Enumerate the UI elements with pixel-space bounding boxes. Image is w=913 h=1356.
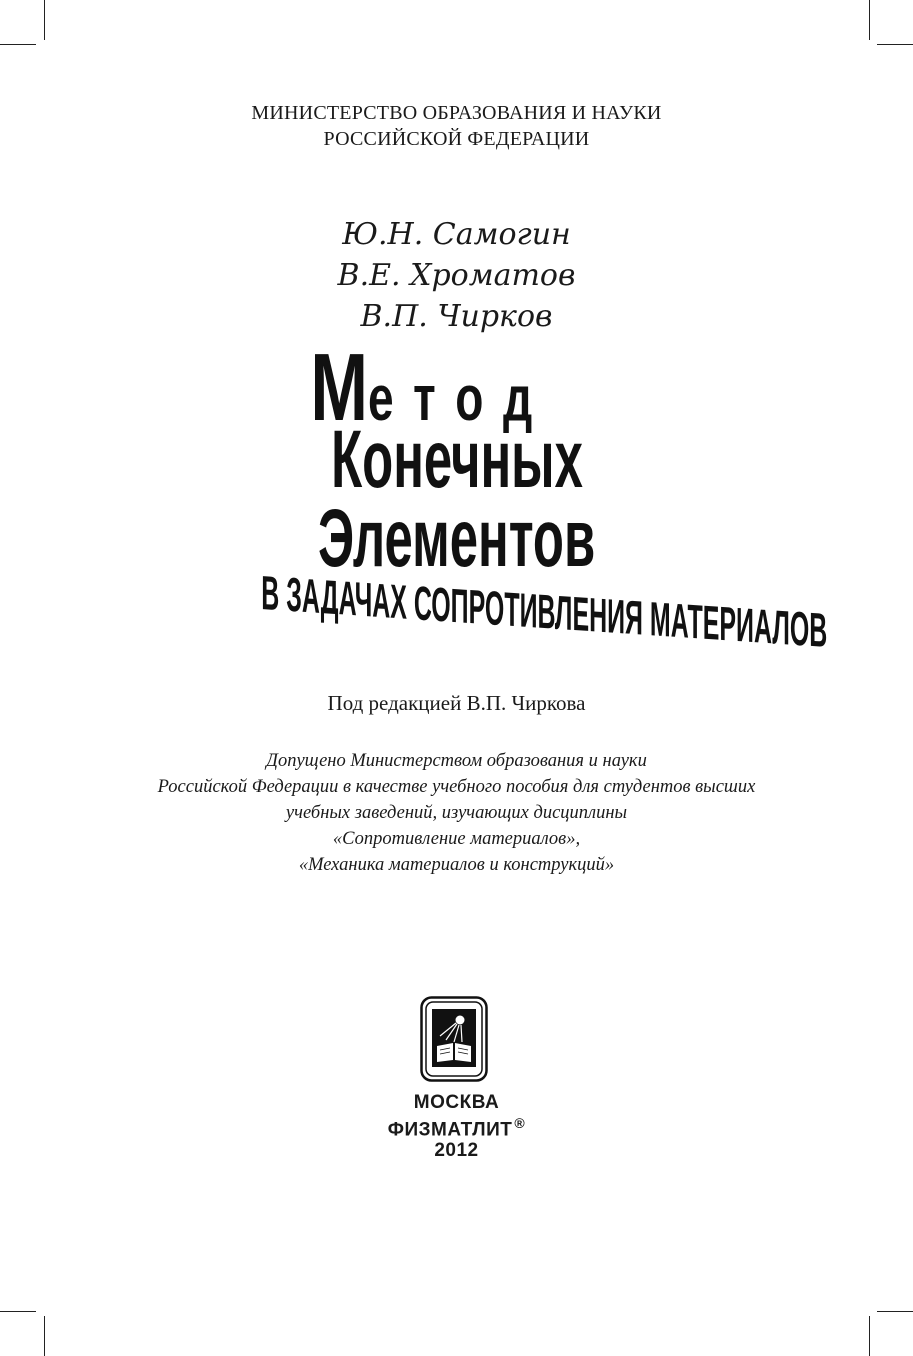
approval-line: учебных заведений, изучающих дисциплины xyxy=(285,803,628,823)
approval-statement xyxy=(0,748,913,878)
crop-mark-bottom-left-horizontal xyxy=(0,1311,36,1312)
title-line-2 xyxy=(0,414,913,505)
crop-mark-bottom-left-vertical xyxy=(44,1316,45,1356)
crop-mark-top-left-vertical xyxy=(44,0,45,40)
editor-credit: Под редакцией В.П. Чиркова xyxy=(327,691,586,715)
publisher-name: ФИЗМАТЛИТ xyxy=(387,1119,513,1141)
title-line-3-text: Элементов xyxy=(317,493,596,584)
publication-year: 2012 xyxy=(434,1140,479,1162)
crop-mark-top-left-horizontal xyxy=(0,44,36,45)
author-name: В.П. Чирков xyxy=(360,299,553,334)
approval-line: Допущено Министерством образования и науки xyxy=(266,751,647,771)
crop-mark-bottom-right-horizontal xyxy=(877,1311,913,1312)
title-line-3 xyxy=(0,493,913,584)
title-subtitle xyxy=(0,566,913,659)
publisher-emblem-icon xyxy=(420,996,488,1082)
ministry-header xyxy=(0,100,913,152)
crop-mark-top-right-horizontal xyxy=(877,44,913,45)
ministry-line-1: МИНИСТЕРСТВО ОБРАЗОВАНИЯ И НАУКИ xyxy=(251,102,662,124)
author-list xyxy=(0,214,913,337)
publisher-block xyxy=(0,1092,913,1161)
author-name: В.Е. Хроматов xyxy=(337,258,576,293)
crop-mark-bottom-right-vertical xyxy=(869,1316,870,1356)
approval-line: «Механика материалов и конструкций» xyxy=(298,855,615,875)
author-name: Ю.Н. Самогин xyxy=(342,217,571,252)
ministry-line-2: РОССИЙСКОЙ ФЕДЕРАЦИИ xyxy=(323,128,590,150)
crop-mark-top-right-vertical xyxy=(869,0,870,40)
approval-line: Российской Федерации в качестве учебного пособия для студентов высших xyxy=(157,777,756,797)
publisher-city: МОСКВА xyxy=(413,1092,500,1113)
publisher-name-line xyxy=(0,1113,913,1140)
title-initial-letter: М xyxy=(310,334,369,441)
title-subtitle-text: В ЗАДАЧАХ СОПРОТИВЛЕНИЯ МАТЕРИАЛОВ xyxy=(261,566,828,659)
title-line-2-text: Конечных xyxy=(330,414,583,505)
approval-line: «Сопротивление материалов», xyxy=(332,829,581,849)
registered-mark: ® xyxy=(514,1115,526,1131)
title-line-1-rest: етод xyxy=(368,362,553,434)
